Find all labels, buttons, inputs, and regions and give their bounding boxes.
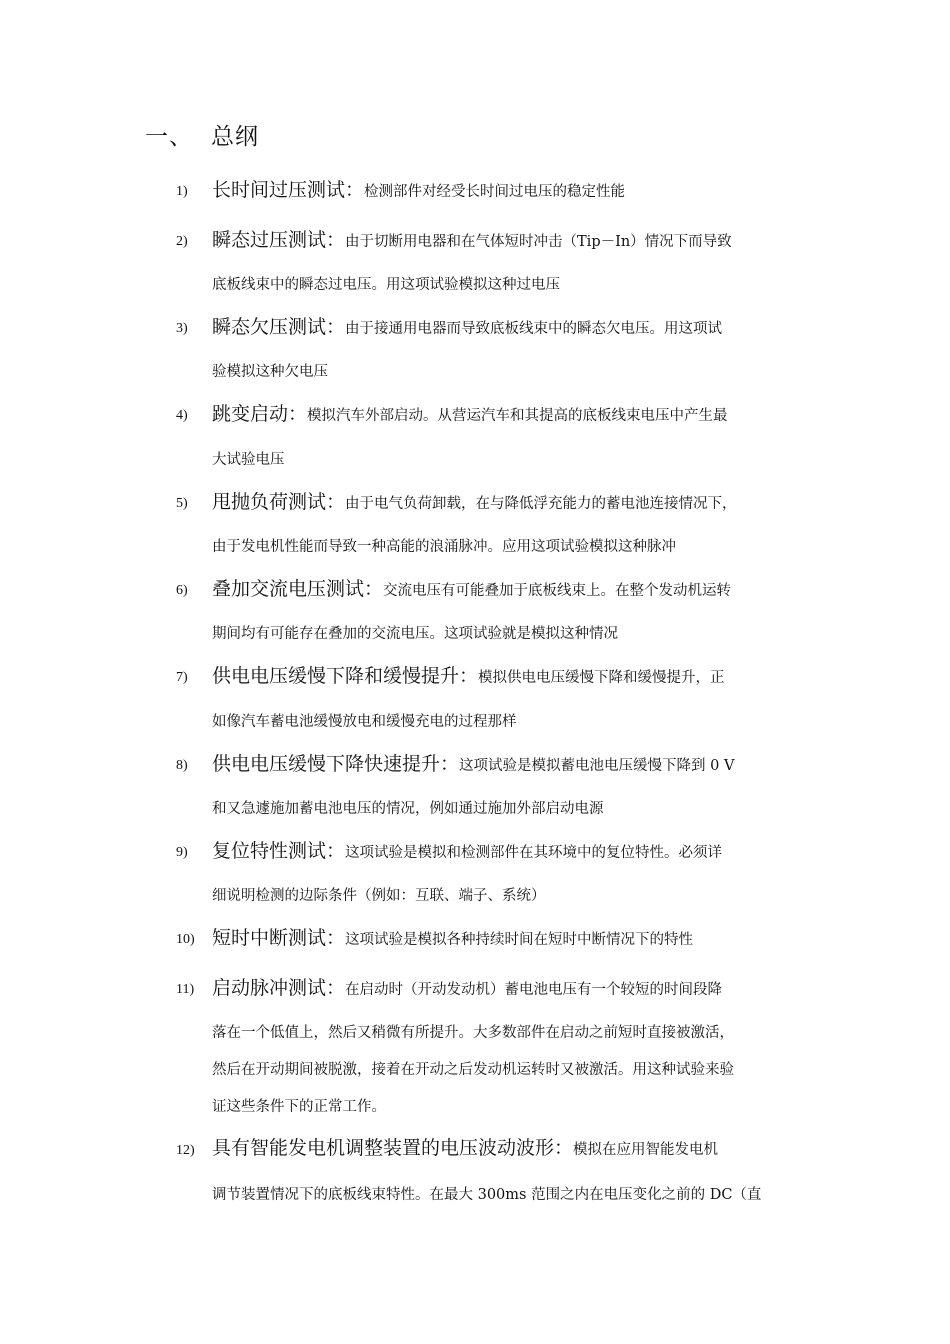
item-description: 检测部件对经受长时间过电压的稳定性能 <box>364 184 626 200</box>
item-description-continued: 和又急遽施加蓄电池电压的情况，例如通过施加外部启动电源 <box>212 801 604 817</box>
item-description-continued: 调节装置情况下的底板线束特性。在最大 300ms 范围之内在电压变化之前的 DC（直 <box>212 1187 762 1203</box>
item-number: 10) <box>176 932 195 947</box>
item-number: 8) <box>176 758 188 773</box>
item-description-continued: 证这些条件下的正常工作。 <box>212 1099 386 1115</box>
item-number: 3) <box>176 321 188 336</box>
item-description: 模拟供电电压缓慢下降和缓慢提升，正 <box>478 670 725 686</box>
item-description-continued: 期间均有可能存在叠加的交流电压。这项试验就是模拟这种情况 <box>212 626 618 642</box>
item-description-continued: 验模拟这种欠电压 <box>212 364 328 380</box>
item-heading: 启动脉冲测试： <box>212 977 346 999</box>
item-number: 5) <box>176 496 188 511</box>
item-description-continued: 细说明检测的边际条件（例如：互联、端子、系统） <box>212 888 546 904</box>
item-description: 交流电压有可能叠加于底板线束上。在整个发动机运转 <box>383 583 732 599</box>
section-heading <box>145 118 259 151</box>
item-description: 这项试验是模拟和检测部件在其环境中的复位特性。必须详 <box>345 845 723 861</box>
item-heading: 供电电压缓慢下降快速提升： <box>212 753 460 775</box>
item-number: 4) <box>176 408 188 423</box>
item-description: 模拟汽车外部启动。从营运汽车和其提高的底板线束电压中产生最 <box>307 408 728 424</box>
item-number: 2) <box>176 234 188 249</box>
item-description-continued: 大试验电压 <box>212 452 285 468</box>
item-description-continued: 底板线束中的瞬态过电压。用这项试验模拟这种过电压 <box>212 277 560 293</box>
item-heading: 短时中断测试： <box>212 927 346 949</box>
item-description: 由于切断用电器和在气体短时冲击（Tip－In）情况下而导致 <box>345 234 732 250</box>
item-heading: 瞬态欠压测试： <box>212 316 346 338</box>
section-number: 一、 <box>145 124 193 150</box>
item-description: 由于接通用电器而导致底板线束中的瞬态欠电压。用这项试 <box>345 321 723 337</box>
item-description-continued: 由于发电机性能而导致一种高能的浪涌脉冲。应用这项试验模拟这种脉冲 <box>212 539 676 555</box>
item-description-continued: 如像汽车蓄电池缓慢放电和缓慢充电的过程那样 <box>212 714 517 730</box>
item-heading: 复位特性测试： <box>212 840 346 862</box>
item-description-continued: 然后在开动期间被脱激，接着在开动之后发动机运转时又被激活。用这种试验来验 <box>212 1062 734 1078</box>
item-description: 由于电气负荷卸载，在与降低浮充能力的蓄电池连接情况下， <box>345 496 737 512</box>
item-heading: 供电电压缓慢下降和缓慢提升： <box>212 665 479 687</box>
item-heading: 瞬态过压测试： <box>212 229 346 251</box>
item-number: 11) <box>176 982 195 997</box>
item-description: 在启动时（开动发动机）蓄电池电压有一个较短的时间段降 <box>345 982 723 998</box>
item-number: 7) <box>176 670 188 685</box>
item-number: 9) <box>176 845 188 860</box>
item-heading: 叠加交流电压测试： <box>212 578 384 600</box>
item-heading: 长时间过压测试： <box>212 179 365 201</box>
item-heading: 甩抛负荷测试： <box>212 491 346 513</box>
item-description-continued: 落在一个低值上，然后又稍微有所提升。大多数部件在启动之前短时直接被激活， <box>212 1025 734 1041</box>
item-number: 6) <box>176 583 188 598</box>
item-heading: 具有智能发电机调整装置的电压波动波形： <box>212 1137 574 1159</box>
item-description: 这项试验是模拟蓄电池电压缓慢下降到 0 V <box>459 758 735 774</box>
item-description: 这项试验是模拟各种持续时间在短时中断情况下的特性 <box>345 932 694 948</box>
item-heading: 跳变启动： <box>212 403 308 425</box>
section-title: 总纲 <box>211 124 259 150</box>
item-number: 1) <box>176 184 188 199</box>
item-description: 模拟在应用智能发电机 <box>573 1142 719 1158</box>
item-number: 12) <box>176 1143 195 1158</box>
